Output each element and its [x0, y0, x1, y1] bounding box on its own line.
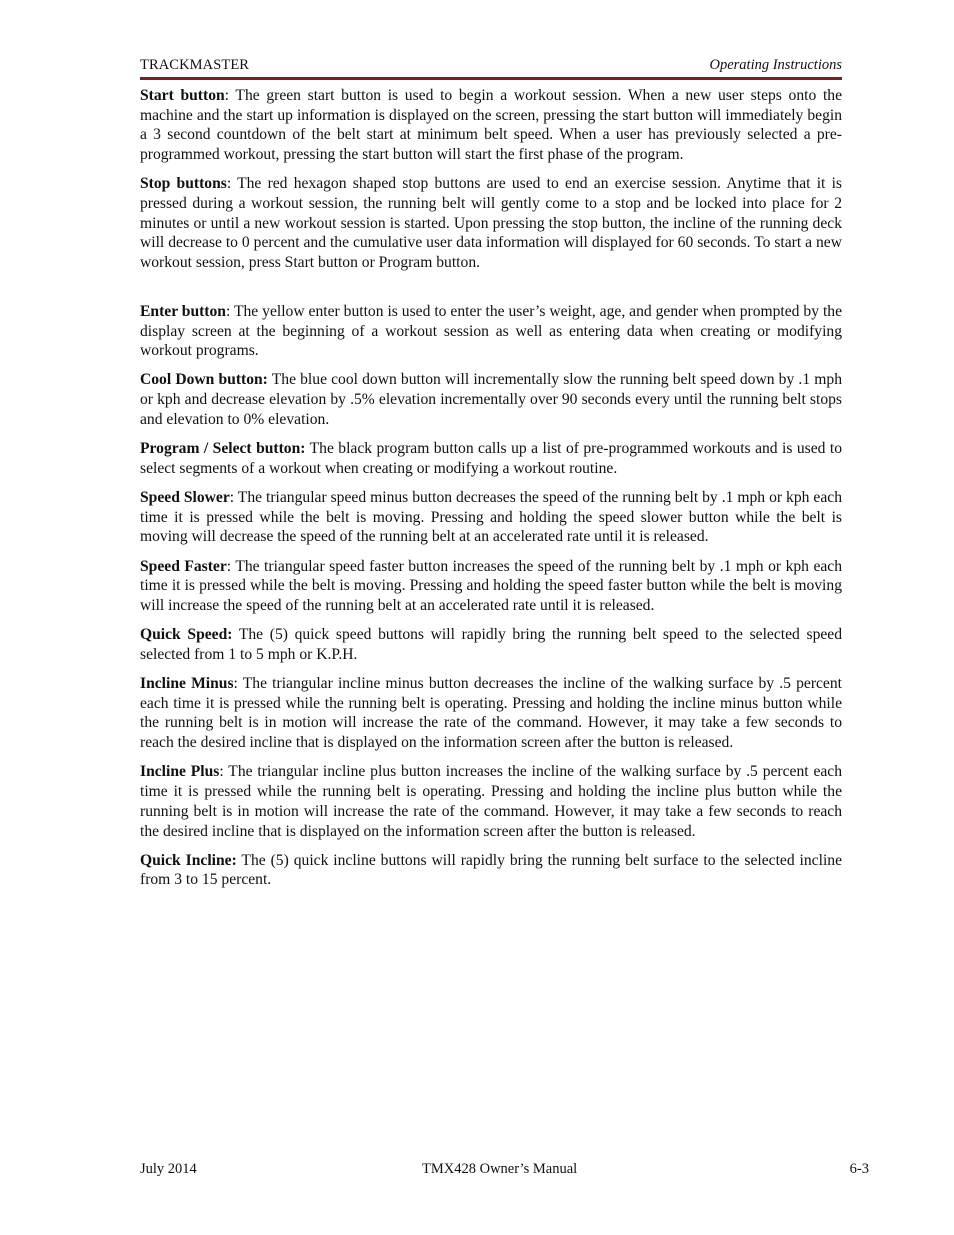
term-start-button: Start button — [140, 87, 225, 104]
header-section-title: Operating Instructions — [709, 57, 842, 73]
description-speed-slower: The triangular speed minus button decreases the speed of the running belt by .1 mph or kph each time it is pressed while the belt is moving. Pressing and holding the speed slower button while the belt is moving will decrease the speed of the running belt at an accelerated rate until it is released. — [140, 488, 842, 546]
description-enter-button: The yellow enter button is used to enter the user’s weight, age, and gender when prompted by the display screen at the beginning of a workout session as well as entering data when creating or modifying workout programs. — [140, 302, 842, 360]
term-incline-minus: Incline Minus — [140, 675, 234, 693]
document-body — [140, 86, 842, 900]
term-incline-plus: Incline Plus — [140, 763, 220, 781]
term-quick-speed: Quick Speed: — [140, 626, 233, 644]
paragraph-quick-incline — [140, 851, 842, 890]
paragraph-quick-speed — [140, 625, 842, 664]
paragraph-program-select-button — [140, 439, 842, 478]
paragraph-speed-slower — [140, 488, 842, 547]
description-program-select-button: The black program button calls up a list of pre-programmed workouts and is used to select segments of a workout when creating or modifying a workout routine. — [140, 440, 842, 477]
paragraph-incline-plus — [140, 762, 842, 841]
page-footer — [140, 1160, 869, 1180]
paragraph-incline-minus — [140, 674, 842, 753]
term-separator: : — [233, 675, 238, 693]
term-stop-buttons: Stop buttons — [140, 175, 227, 193]
description-quick-incline: The (5) quick incline buttons will rapidly bring the running belt surface to the selected incline from 3 to 15 percent. — [140, 851, 842, 889]
term-enter-button: Enter button — [140, 302, 226, 320]
term-separator: : — [219, 763, 224, 781]
term-speed-slower: Speed Slower — [140, 488, 230, 506]
paragraph-enter-button — [140, 302, 842, 361]
description-cool-down-button: The blue cool down button will incrementally slow the running belt speed down by .1 mph or kph and decrease elevation by .5% elevation incrementally over 90 seconds every until the running belt stops and elevation to 0% elevation. — [140, 371, 842, 428]
paragraph-cool-down-button — [140, 370, 842, 429]
paragraph-stop-buttons — [140, 174, 842, 273]
term-separator: : — [226, 175, 232, 193]
paragraph-start-button — [140, 86, 842, 165]
term-separator: : — [225, 302, 231, 320]
term-separator: : — [229, 488, 235, 506]
description-stop-buttons: The red hexagon shaped stop buttons are used to end an exercise session. Anytime that it is pressed during a workout session, the running belt will gently come to a stop and be locked into place for 2 minutes or until a new workout session is started. Upon pressing the stop button, the incline of the running deck will decrease to 0 percent and the cumulative user data information will displayed for 60 seconds. To start a new workout session, press Start button or Program button. — [140, 175, 842, 272]
paragraph-speed-faster — [140, 557, 842, 616]
term-cool-down-button: Cool Down button: — [140, 371, 268, 389]
header-company-name: TRACKMASTER — [140, 57, 250, 73]
description-incline-plus: The triangular incline plus button increases the incline of the walking surface by .5 percent each time it is pressed while the running belt is operating. Pressing and holding the incline plus button while the running belt is in motion will increase the rate of the command. However, it may take a few seconds to reach the desired incline that is displayed on the information screen after the button is released. — [140, 763, 843, 840]
description-quick-speed: The (5) quick speed buttons will rapidly bring the running belt speed to the selected speed selected from 1 to 5 mph or K.P.H. — [140, 626, 842, 663]
term-quick-incline: Quick Incline: — [140, 851, 237, 869]
header-rule — [140, 77, 842, 80]
footer-page-number: 6-3 — [849, 1161, 869, 1177]
term-program-select-button: Program / Select button: — [140, 440, 306, 458]
term-separator: : — [224, 87, 230, 104]
description-incline-minus: The triangular incline minus button decreases the incline of the walking surface by .5 percent each time it is pressed while the running belt is operating. Pressing and holding the incline minus button while the running belt is in motion will increase the rate of the command. However, it may take a few seconds to reach the desired incline that is displayed on the information screen after the button is released. — [140, 675, 842, 752]
term-speed-faster: Speed Faster — [140, 557, 227, 575]
page-header — [140, 56, 842, 76]
term-separator: : — [226, 557, 232, 575]
description-speed-faster: The triangular speed faster button increases the speed of the running belt by .1 mph or kph each time it is pressed while the belt is moving. Pressing and holding the speed faster button while the belt is moving will increase the speed of the running belt at an accelerated rate until it is released. — [140, 557, 843, 614]
description-start-button: The green start button is used to begin a workout session. When a new user steps onto the machine and the start up information is displayed on the screen, pressing the start button will immediately begin a 3 second countdown of the belt start at minimum belt speed. When a user has previously selected a pre-programmed workout, pressing the start button will start the first phase of the program. — [140, 87, 842, 164]
footer-manual-title: TMX428 Owner’s Manual — [422, 1161, 578, 1177]
footer-date: July 2014 — [140, 1161, 197, 1177]
